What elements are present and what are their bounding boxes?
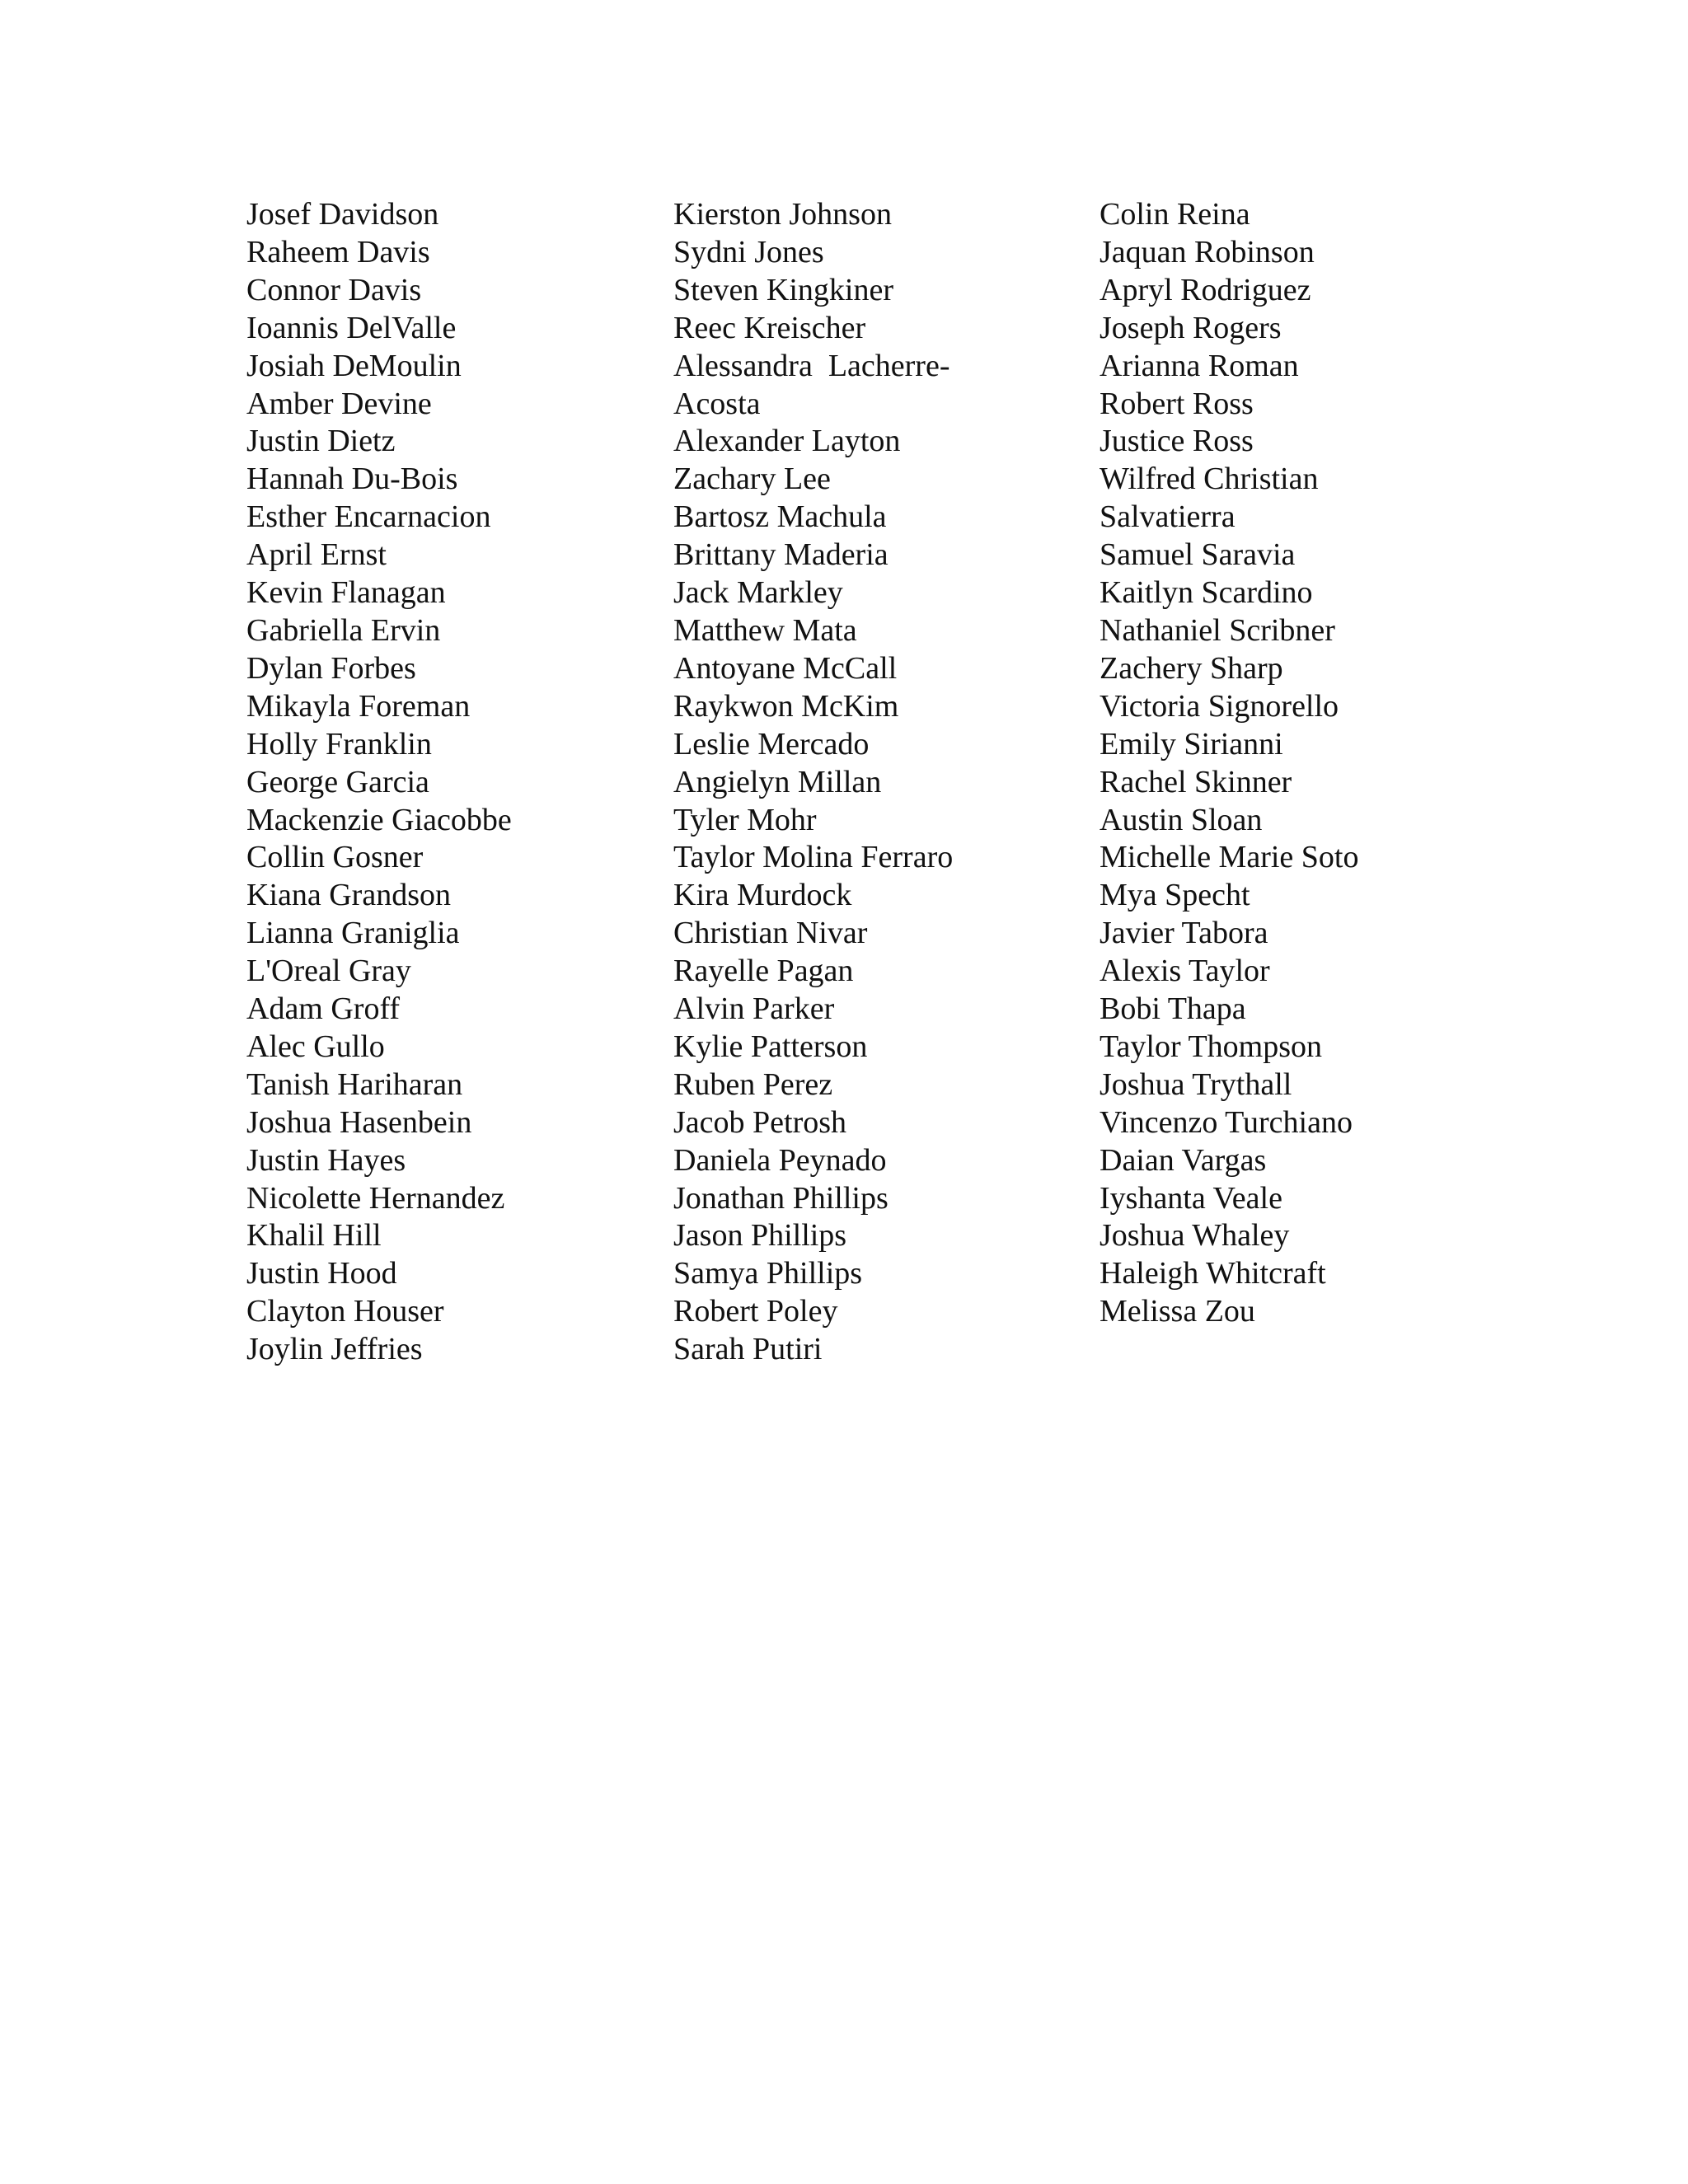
name-entry: Kierston Johnson [673, 197, 892, 232]
name-entry: Kevin Flanagan [246, 575, 446, 611]
name-entry: Javier Tabora [1100, 916, 1268, 951]
name-column-3 [1100, 196, 1358, 1331]
name-entry: Christian Nivar [673, 916, 868, 951]
name-entry: Matthew Mata [673, 612, 857, 648]
name-entry: Justin Hayes [246, 1142, 406, 1178]
name-column-1 [246, 196, 512, 1369]
name-entry: Tyler Mohr [673, 802, 817, 837]
name-entry: Jason Phillips [673, 1218, 847, 1254]
name-entry: Emily Sirianni [1100, 726, 1283, 762]
name-entry: Salvatierra [1100, 499, 1236, 535]
name-entry: Dylan Forbes [246, 650, 416, 686]
name-entry: Antoyane McCall [673, 650, 898, 686]
name-entry: Alexander Layton [673, 424, 901, 459]
name-entry: Colin Reina [1100, 197, 1250, 232]
name-entry: Justin Dietz [246, 424, 396, 459]
name-entry: Joseph Rogers [1100, 310, 1282, 345]
name-entry: Josef Davidson [246, 197, 439, 232]
name-entry: Joshua Hasenbein [246, 1104, 472, 1140]
name-entry: Amber Devine [246, 386, 432, 421]
name-entry: Jack Markley [673, 575, 843, 611]
name-entry: Khalil Hill [246, 1218, 382, 1254]
name-entry: Ioannis DelValle [246, 310, 457, 345]
name-entry: Leslie Mercado [673, 726, 870, 762]
name-entry: Alessandra Lacherre- [673, 348, 950, 383]
name-entry: Brittany Maderia [673, 537, 889, 573]
name-entry: Robert Poley [673, 1294, 838, 1329]
name-entry: Holly Franklin [246, 726, 432, 762]
name-entry: L'Oreal Gray [246, 954, 411, 989]
name-entry: Zachary Lee [673, 462, 831, 497]
name-entry: Mya Specht [1100, 878, 1250, 913]
name-entry: April Ernst [246, 537, 387, 573]
name-entry: Robert Ross [1100, 386, 1254, 421]
name-entry: Nicolette Hernandez [246, 1180, 505, 1216]
name-entry: Sarah Putiri [673, 1332, 823, 1367]
name-entry: Raykwon McKim [673, 688, 899, 724]
name-entry: Zachery Sharp [1100, 650, 1283, 686]
name-entry: Jacob Petrosh [673, 1104, 847, 1140]
name-entry: Rayelle Pagan [673, 954, 854, 989]
name-entry: Collin Gosner [246, 840, 424, 875]
name-entry: Nathaniel Scribner [1100, 612, 1335, 648]
name-entry: Samya Phillips [673, 1256, 863, 1291]
name-entry: Justice Ross [1100, 424, 1254, 459]
name-entry: Apryl Rodriguez [1100, 272, 1311, 307]
name-entry: Melissa Zou [1100, 1294, 1255, 1329]
name-entry: Bartosz Machula [673, 499, 887, 535]
name-entry: Daian Vargas [1100, 1142, 1267, 1178]
name-entry: Jonathan Phillips [673, 1180, 889, 1216]
name-entry: Mikayla Foreman [246, 688, 471, 724]
name-entry: Alec Gullo [246, 1029, 385, 1064]
name-entry: Taylor Thompson [1100, 1029, 1323, 1064]
name-entry: Esther Encarnacion [246, 499, 491, 535]
name-entry: Wilfred Christian [1100, 462, 1319, 497]
name-entry: Hannah Du-Bois [246, 462, 458, 497]
name-entry: Arianna Roman [1100, 348, 1299, 383]
name-entry: Haleigh Whitcraft [1100, 1256, 1326, 1291]
name-entry: Victoria Signorello [1100, 688, 1339, 724]
name-entry: Acosta [673, 386, 761, 421]
name-entry: Connor Davis [246, 272, 422, 307]
name-entry: Ruben Perez [673, 1066, 833, 1102]
name-entry: Michelle Marie Soto [1100, 840, 1359, 875]
name-entry: Alexis Taylor [1100, 954, 1270, 989]
name-entry: Joshua Trythall [1100, 1066, 1292, 1102]
name-entry: Lianna Graniglia [246, 916, 460, 951]
name-entry: Kaitlyn Scardino [1100, 575, 1313, 611]
name-entry: Jaquan Robinson [1100, 234, 1315, 269]
name-entry: Taylor Molina Ferraro [673, 840, 954, 875]
name-entry: Kiana Grandson [246, 878, 451, 913]
name-entry: Sydni Jones [673, 234, 824, 269]
name-entry: Joylin Jeffries [246, 1332, 423, 1367]
name-entry: Angielyn Millan [673, 764, 882, 799]
name-entry: Joshua Whaley [1100, 1218, 1290, 1254]
name-entry: Samuel Saravia [1100, 537, 1296, 573]
name-entry: Austin Sloan [1100, 802, 1263, 837]
name-entry: Alvin Parker [673, 991, 835, 1027]
name-entry: Daniela Peynado [673, 1142, 887, 1178]
name-entry: Gabriella Ervin [246, 612, 441, 648]
name-entry: Iyshanta Veale [1100, 1180, 1282, 1216]
name-entry: Adam Groff [246, 991, 401, 1027]
name-entry: Raheem Davis [246, 234, 430, 269]
name-entry: George Garcia [246, 764, 429, 799]
name-entry: Rachel Skinner [1100, 764, 1292, 799]
name-entry: Bobi Thapa [1100, 991, 1246, 1027]
name-entry: Vincenzo Turchiano [1100, 1104, 1353, 1140]
name-entry: Steven Kingkiner [673, 272, 894, 307]
name-column-2 [673, 196, 953, 1369]
name-entry: Justin Hood [246, 1256, 397, 1291]
name-entry: Reec Kreischer [673, 310, 866, 345]
name-entry: Josiah DeMoulin [246, 348, 462, 383]
name-entry: Kira Murdock [673, 878, 852, 913]
name-entry: Mackenzie Giacobbe [246, 802, 512, 837]
name-entry: Kylie Patterson [673, 1029, 868, 1064]
name-entry: Tanish Hariharan [246, 1066, 463, 1102]
name-entry: Clayton Houser [246, 1294, 444, 1329]
